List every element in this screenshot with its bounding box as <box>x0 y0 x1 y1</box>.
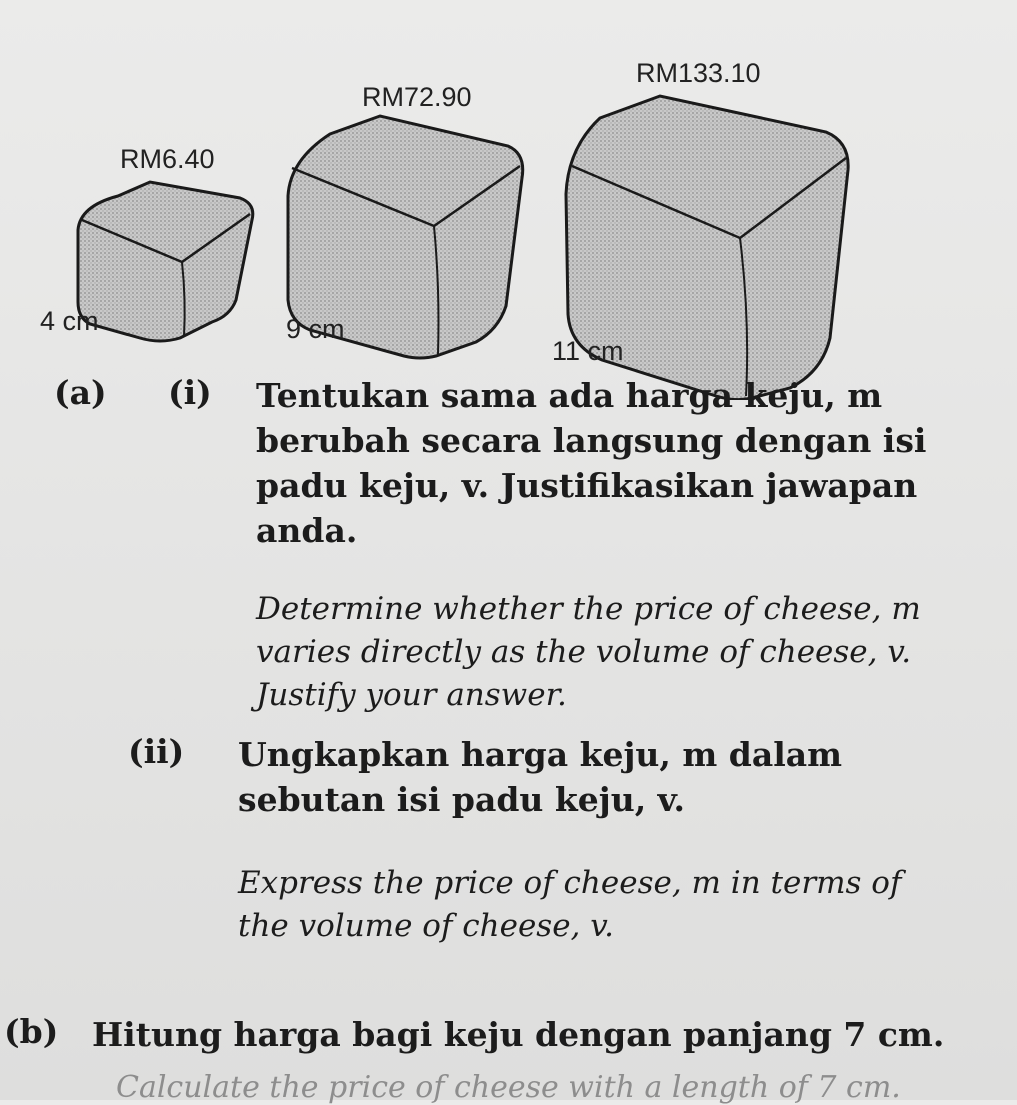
part-i-label: (i) <box>168 373 212 412</box>
part-i-english: Determine whether the price of cheese, m varies directly as the volume of cheese, v. Justify your answer. <box>256 591 921 713</box>
part-ii-malay: Ungkapkan harga keju, m dalam sebutan isi padu keju, v. <box>238 735 843 819</box>
large-cube-side: 11 cm <box>552 336 624 366</box>
part-i-malay: Tentukan sama ada harga keju, m berubah secara langsung dengan isi padu keju, v. Justifikasikan jawapan anda. <box>256 376 927 550</box>
question-b-label: (b) <box>4 1012 59 1051</box>
large-cube-price: RM133.10 <box>636 58 761 88</box>
question-b-malay: Hitung harga bagi keju dengan panjang 7 cm. <box>92 1015 945 1054</box>
question-a-label: (a) <box>54 373 107 412</box>
medium-cube-price: RM72.90 <box>362 82 472 112</box>
question-b-english: Calculate the price of cheese with a length of 7 cm. <box>116 1070 901 1105</box>
small-cube-price: RM6.40 <box>120 144 215 174</box>
small-cube-side: 4 cm <box>40 306 99 336</box>
small-cheese-cube <box>78 182 253 341</box>
part-ii-english: Express the price of cheese, m in terms of the volume of cheese, v. <box>238 865 902 944</box>
cheese-figure <box>0 0 1017 400</box>
part-ii-label: (ii) <box>128 732 185 771</box>
medium-cube-side: 9 cm <box>286 314 345 344</box>
